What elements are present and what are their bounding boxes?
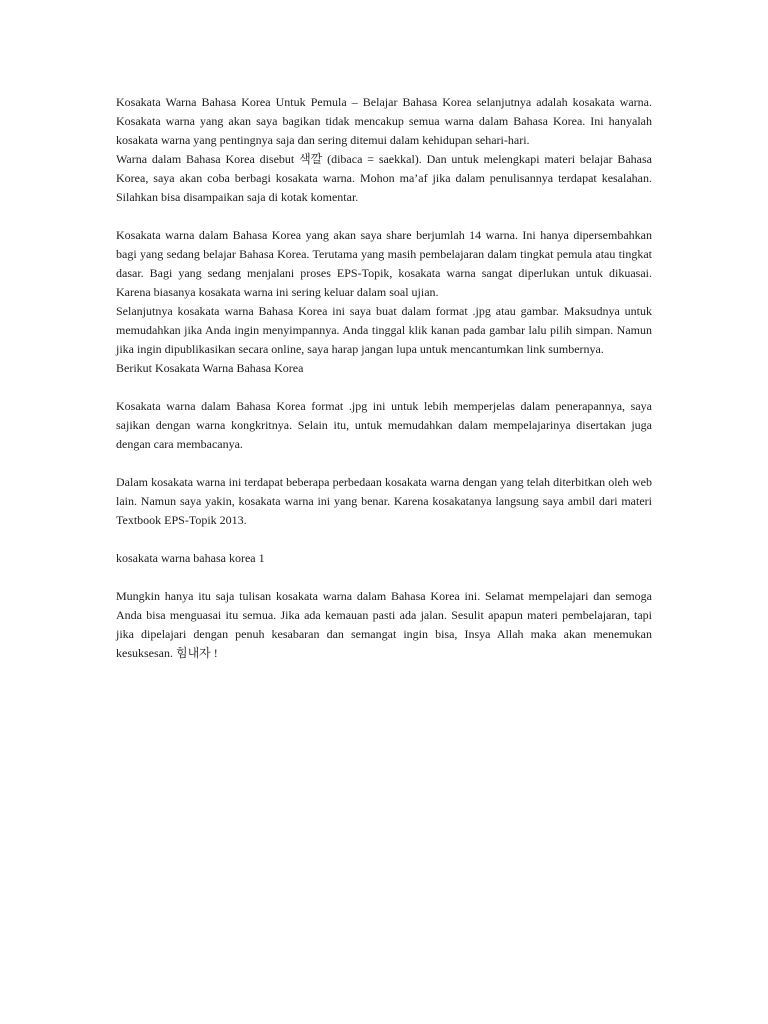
image-caption: kosakata warna bahasa korea 1 <box>116 551 265 565</box>
paragraph-concrete-colors: Kosakata warna dalam Bahasa Korea format .jpg ini untuk lebih memperjelas dalam penerapannya, saya sajikan dengan warna kongkritnya. Selain itu, untuk memudahkan dalam mempelajarinya disertakan juga dengan cara membacanya. <box>116 399 652 451</box>
paragraph-heading-list: Berikut Kosakata Warna Bahasa Korea <box>116 361 304 375</box>
paragraph-spacer <box>116 568 652 587</box>
paragraph-jpg-format: Selanjutnya kosakata warna Bahasa Korea ini saya buat dalam format .jpg atau gambar. Maksudnya untuk memudahkan jika Anda ingin menyimpannya. Anda tinggal klik kanan pada gambar lalu pilih simpan. Namun jika ingin dipublikasikan secara online, saya harap jangan lupa untuk mencantumkan link sumbernya. <box>116 304 652 356</box>
paragraph-closing: Mungkin hanya itu saja tulisan kosakata warna dalam Bahasa Korea ini. Selamat mempelajari dan semoga Anda bisa menguasai itu semua. Jika ada kemauan pasti ada jalan. Sesulit apapun materi pembelajaran, tapi jika dipelajari dengan penuh kesabaran dan semangat ingin bisa, Insya Allah maka akan menemukan kesuksesan. 힘내자 ! <box>116 589 652 660</box>
paragraph-intro: Kosakata Warna Bahasa Korea Untuk Pemula – Belajar Bahasa Korea selanjutnya adalah kosakata warna. Kosakata warna yang akan saya bagikan tidak mencakup semua warna dalam Bahasa Korea. Ini hanyalah kosakata warna yang pentingnya saja dan sering ditemui dalam kehidupan sehari-hari. <box>116 95 652 147</box>
paragraph-spacer <box>116 454 652 473</box>
document-page <box>116 93 652 663</box>
paragraph-spacer <box>116 530 652 549</box>
paragraph-color-definition: Warna dalam Bahasa Korea disebut 색깔 (dibaca = saekkal). Dan untuk melengkapi materi belajar Bahasa Korea, saya akan coba berbagi kosakata warna. Mohon ma’af jika dalam penulisannya terdapat kesalahan. Silahkan bisa disampaikan saja di kotak komentar. <box>116 152 652 204</box>
paragraph-spacer <box>116 378 652 397</box>
paragraph-spacer <box>116 207 652 226</box>
paragraph-vocabulary-count: Kosakata warna dalam Bahasa Korea yang akan saya share berjumlah 14 warna. Ini hanya dipersembahkan bagi yang sedang belajar Bahasa Korea. Terutama yang masih pembelajaran dalam tingkat pemula atau tingkat dasar. Bagi yang sedang menjalani proses EPS-Topik, kosakata warna sangat diperlukan untuk dikuasai. Karena biasanya kosakata warna ini sering keluar dalam soal ujian. <box>116 228 652 299</box>
paragraph-differences: Dalam kosakata warna ini terdapat beberapa perbedaan kosakata warna dengan yang telah diterbitkan oleh web lain. Namun saya yakin, kosakata warna ini yang benar. Karena kosakatanya langsung saya ambil dari materi Textbook EPS-Topik 2013. <box>116 475 652 527</box>
